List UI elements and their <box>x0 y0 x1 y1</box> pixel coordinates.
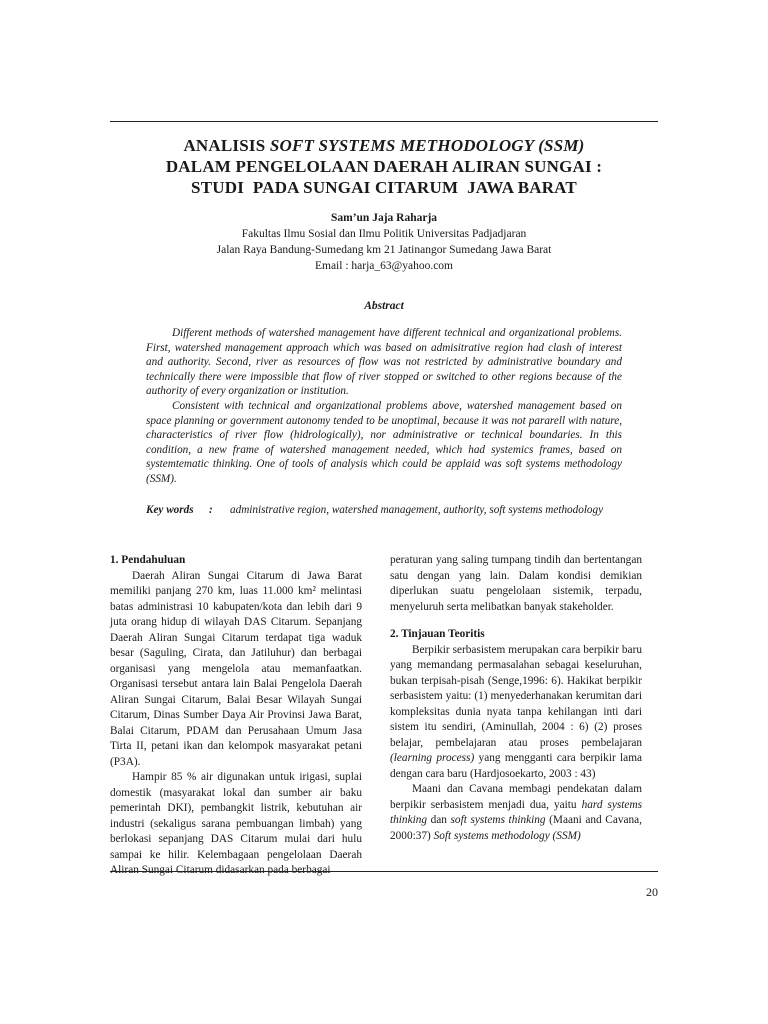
section-1-heading: 1. Pendahuluan <box>110 554 186 566</box>
keywords-separator: : <box>209 504 213 516</box>
abstract-paragraph-2: Consistent with technical and organizational problems above, watershed management based on space planning or government autonomy tended to be unoptimal, because it was not pararell with nature, characteristics of river flow (hidrologically), nor administrative or technical boundaries. In this condition, a new frame of watershed management needed, which had systemics frames, based on systemtematic thinking. One of tools of analysis which could be applaid was soft systems methodology (SSM). <box>146 399 622 485</box>
author-affiliation: Fakultas Ilmu Sosial dan Ilmu Politik Universitas Padjadjaran <box>241 228 527 240</box>
section-1-paragraph-2: Hampir 85 % air digunakan untuk irigasi, suplai domestik (masyarakat lokal dan sumber air baku pemerintah DKI), pembangkit listrik, kebutuhan air industri (sekaligus sarana pembuangan limbah) yang berlokasi sepanjang DAS Citarum mulai dari hulu sampai ke hilir. Kelembagaan pengelolaan Daerah Aliran Sungai Citarum didasarkan pada berbagai <box>110 771 362 876</box>
section-gap <box>390 615 642 627</box>
abstract-body <box>146 326 622 487</box>
abstract-heading: Abstract <box>364 300 404 312</box>
abstract-paragraph-1: Different methods of watershed management have different technical and organizational problems. First, watershed management approach which was based on admisitrative region had clash of interest and authority. Second, river as resources of flow was not restricted by administrative boundary and technically there were impossible that flow of river stopped or switched to other regions because of the authority of every organization or institution. <box>146 327 622 398</box>
top-rule <box>110 121 658 122</box>
title-line-2: DALAM PENGELOLAAN DAERAH ALIRAN SUNGAI : <box>165 157 603 176</box>
keywords-text: administrative region, watershed management, authority, soft systems methodology <box>230 504 604 516</box>
author-block <box>110 210 658 274</box>
paper-title <box>110 135 658 198</box>
title-line-1: ANALISIS SOFT SYSTEMS METHODOLOGY (SSM) <box>183 136 585 155</box>
author-name: Sam’un Jaja Raharja <box>330 212 438 224</box>
author-email: Email : harja_63@yahoo.com <box>314 260 453 272</box>
keywords-label: Key words <box>146 504 194 516</box>
title-line-3: STUDI PADA SUNGAI CITARUM JAWA BARAT <box>191 178 577 197</box>
page-number: 20 <box>646 885 658 899</box>
author-address: Jalan Raya Bandung-Sumedang km 21 Jatinangor Sumedang Jawa Barat <box>216 244 552 256</box>
bottom-rule <box>110 871 658 872</box>
right-column <box>390 553 642 844</box>
section-1-paragraph-1: Daerah Aliran Sungai Citarum di Jawa Barat memiliki panjang 270 km, luas 11.000 km² melintasi batas administrasi 10 kabupaten/kota dan lebih dari 9 juta orang hidup di wilayah DAS Citarum. Sepanjang Daerah Aliran Sungai Citarum terdapat tiga waduk besar (Saguling, Cirata, dan Jatiluhur) dan berbagai organisasi yang mengelola atau memanfaatkan. Organisasi tersebut antara lain Balai Pengelola Daerah Aliran Sungai Citarum, Balai Besar Wilayah Sungai Citarum, Dinas Sumber Daya Air Provinsi Jawa Barat, Balai Citarum, PDAM dan Perusahaan Umum Jasa Tirta II, petani ikan dan kelompok masyarakat petani (P3A). <box>110 569 362 768</box>
section-2-paragraph-1: Berpikir serbasistem merupakan cara berpikir baru yang memandang permasalahan sebagai keseluruhan, bukan terpisah-pisah (Senge,1996: 6). Hakikat berpikir serbasistem yaitu: (1) menyederhanakan kerumitan dari kompleksitas dunia nyata tanpa kehilangan inti dari sistem itu sendiri, (Aminullah, 2004 : 6) (2) proses belajar, pembelajaran atau proses pembelajaran (learning process) yang mengganti cara berpikir lama dengan cara baru (Hardjosoekarto, 2003 : 43) <box>390 643 642 780</box>
left-column <box>110 553 362 879</box>
section-1-paragraph-3: peraturan yang saling tumpang tindih dan bertentangan satu dengan yang lain. Dalam kondisi demikian diperlukan suatu pengelolaan sistemik, terpadu, menyeluruh serta melibatkan banyak stakeholder. <box>390 554 642 613</box>
section-2-paragraph-2: Maani dan Cavana membagi pendekatan dalam berpikir serbasistem menjadi dua, yaitu hard systems thinking dan soft systems thinking (Maani and Cavana, 2000:37) Soft systems methodology (SSM) <box>390 783 642 842</box>
section-2-heading: 2. Tinjauan Teoritis <box>390 628 485 640</box>
